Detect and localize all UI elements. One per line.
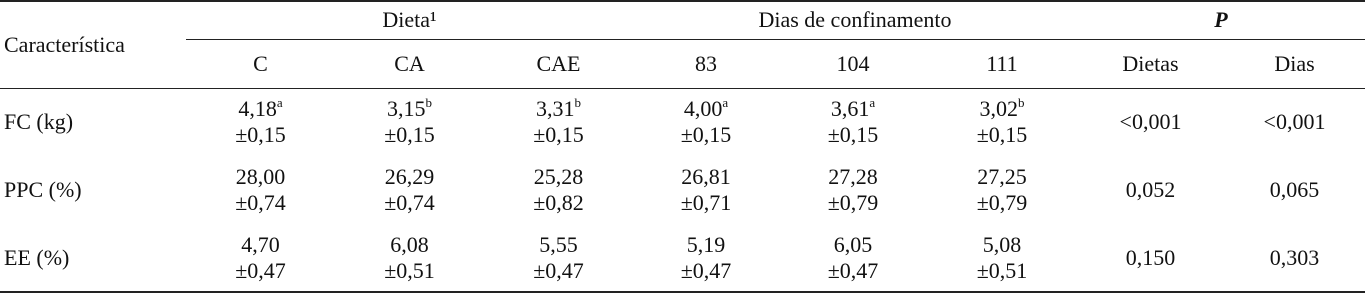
mean-value — [484, 164, 633, 190]
significance-letter: b — [425, 95, 432, 111]
mean-number: 4,70 — [241, 231, 280, 257]
significance-letter: a — [722, 95, 729, 111]
p-value-dias: 0,303 — [1269, 244, 1320, 270]
value-cell — [484, 88, 633, 156]
mean-number: 5,19 — [686, 231, 726, 257]
mean-number: 5,08 — [982, 231, 1022, 257]
standard-error: ±0,15 — [680, 122, 732, 148]
mean-value — [633, 164, 779, 190]
standard-error: ±0,15 — [533, 122, 584, 148]
mean-value — [335, 232, 484, 258]
mean-value — [186, 96, 335, 122]
value-cell — [779, 88, 927, 156]
value-cell — [633, 88, 779, 156]
significance-letter: a — [276, 95, 283, 111]
standard-error: ±0,47 — [533, 257, 584, 283]
subheader-104: 104 — [836, 50, 870, 76]
mean-value — [335, 164, 484, 190]
standard-error: ±0,74 — [384, 190, 435, 215]
value-cell — [927, 156, 1077, 224]
header-caracteristica: Característica — [4, 31, 125, 57]
p-value-dietas: <0,001 — [1119, 109, 1182, 135]
mean-value — [927, 164, 1077, 190]
p-value-dias: 0,065 — [1269, 177, 1320, 202]
mean-value — [335, 96, 484, 122]
mean-value — [186, 164, 335, 190]
value-cell — [927, 88, 1077, 156]
standard-error: ±0,15 — [827, 122, 879, 148]
standard-error: ±0,51 — [976, 257, 1028, 283]
mean-number: 3,02 — [979, 96, 1018, 122]
subheader-dias: Dias — [1274, 50, 1315, 76]
mean-number: 6,05 — [833, 231, 873, 257]
mean-value — [779, 232, 927, 258]
mean-value — [484, 96, 633, 122]
header-dieta: Dieta¹ — [186, 1, 633, 39]
value-cell — [633, 156, 779, 224]
value-cell — [186, 156, 335, 224]
mean-number: 3,31 — [536, 96, 575, 122]
standard-error: ±0,47 — [680, 257, 732, 283]
value-cell — [633, 224, 779, 292]
p-value-dietas: 0,150 — [1125, 244, 1176, 270]
value-cell — [484, 224, 633, 292]
standard-error: ±0,74 — [235, 190, 286, 215]
subheader-ca: CA — [394, 50, 425, 76]
value-cell — [779, 224, 927, 292]
mean-value — [484, 232, 633, 258]
row-label: PPC (%) — [4, 177, 82, 202]
subheader-83: 83 — [695, 50, 717, 76]
significance-letter: a — [869, 95, 876, 111]
subheader-c: C — [253, 50, 268, 76]
mean-value — [927, 232, 1077, 258]
standard-error: ±0,82 — [533, 190, 584, 215]
value-cell — [484, 156, 633, 224]
header-p: P — [1077, 1, 1365, 39]
value-cell — [335, 224, 484, 292]
value-cell — [186, 88, 335, 156]
subheader-dietas: Dietas — [1122, 50, 1179, 76]
value-cell — [335, 88, 484, 156]
mean-value — [927, 96, 1077, 122]
value-cell — [779, 156, 927, 224]
mean-value — [779, 96, 927, 122]
mean-number: 27,28 — [828, 164, 878, 189]
table-row — [0, 224, 1365, 292]
header-dias-confinamento: Dias de confinamento — [633, 1, 1077, 39]
row-label: FC (kg) — [4, 109, 74, 135]
mean-number: 26,81 — [681, 164, 731, 189]
standard-error: ±0,71 — [680, 190, 732, 215]
mean-value — [633, 96, 779, 122]
mean-number: 28,00 — [235, 164, 286, 189]
p-value-dietas: 0,052 — [1125, 177, 1176, 202]
subheader-cae: CAE — [536, 50, 581, 76]
standard-error: ±0,15 — [235, 122, 286, 148]
mean-number: 4,00 — [683, 96, 723, 122]
standard-error: ±0,15 — [384, 122, 435, 148]
mean-number: 5,55 — [539, 231, 578, 257]
value-cell — [927, 224, 1077, 292]
mean-number: 3,61 — [830, 96, 870, 122]
standard-error: ±0,47 — [827, 257, 879, 283]
value-cell — [186, 224, 335, 292]
standard-error: ±0,51 — [384, 257, 435, 283]
value-cell — [335, 156, 484, 224]
standard-error: ±0,47 — [235, 257, 286, 283]
mean-number: 26,29 — [384, 164, 435, 189]
standard-error: ±0,15 — [976, 122, 1028, 148]
standard-error: ±0,79 — [976, 190, 1028, 215]
mean-number: 4,18 — [238, 96, 277, 122]
mean-number: 3,15 — [387, 96, 426, 122]
significance-letter: b — [1018, 95, 1025, 111]
row-label: EE (%) — [4, 244, 70, 270]
p-value-dias: <0,001 — [1263, 109, 1326, 135]
table-row — [0, 156, 1365, 224]
mean-number: 6,08 — [390, 231, 429, 257]
mean-value — [633, 232, 779, 258]
mean-value — [186, 232, 335, 258]
significance-letter: b — [574, 95, 581, 111]
subheader-111: 111 — [986, 50, 1018, 76]
mean-value — [779, 164, 927, 190]
table-row — [0, 88, 1365, 156]
mean-number: 25,28 — [533, 164, 584, 189]
standard-error: ±0,79 — [827, 190, 879, 215]
mean-number: 27,25 — [977, 164, 1027, 189]
